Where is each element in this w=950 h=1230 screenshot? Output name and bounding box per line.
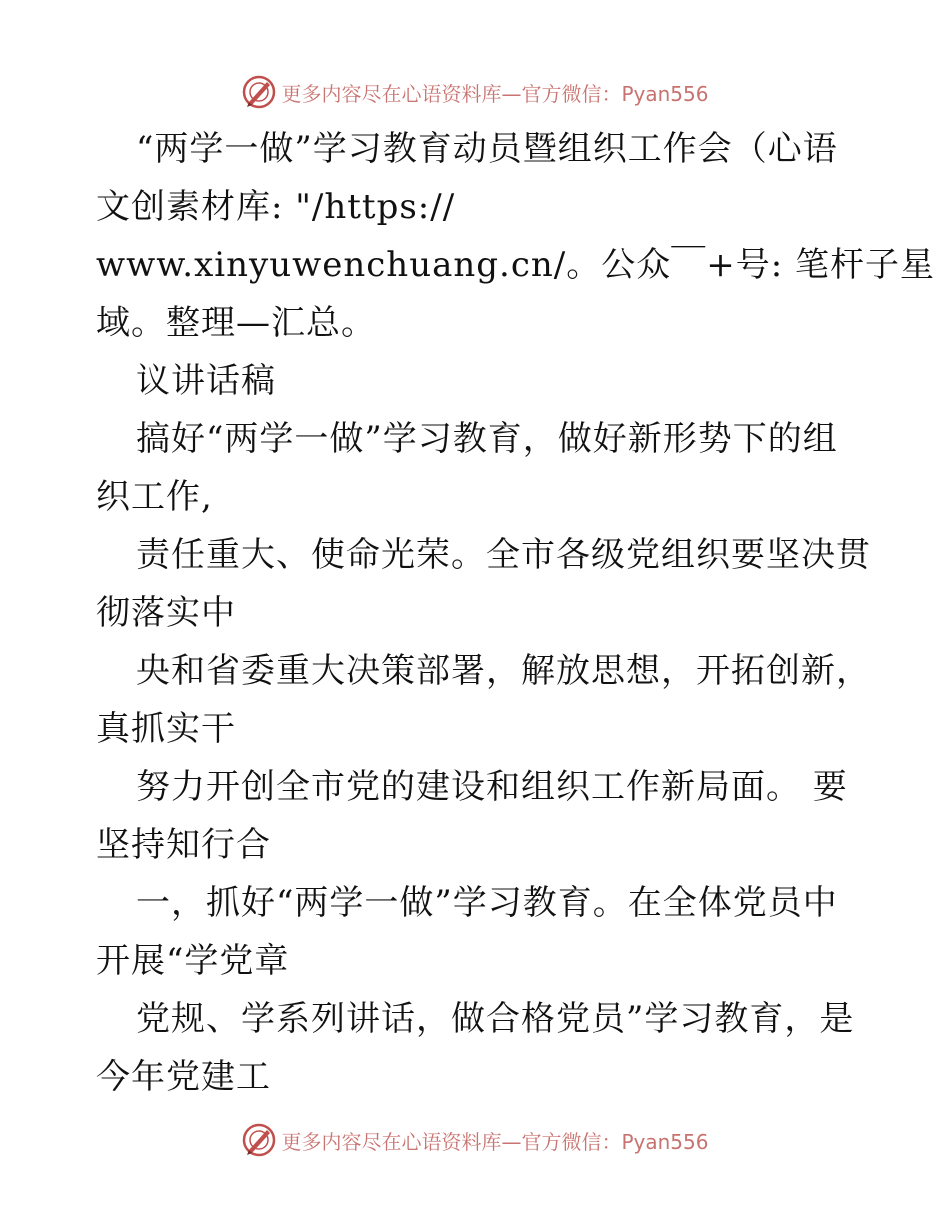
text-line: 搞好“两学一做”学习教育，做好新形势下的组 [136,419,838,459]
text-line: 真抓实干 [96,709,236,749]
text-line: 今年党建工 [96,1057,271,1097]
text-line: “两学一做”学习教育动员暨组织工作会（心语 [136,129,838,169]
text-line: 央和省委重大决策部署，解放思想，开拓创新， [136,651,871,691]
pen-logo-icon [241,74,277,110]
header-watermark [0,72,950,112]
watermark-text: 更多内容尽在心语资料库—官方微信：Pyan556 [281,81,709,106]
text-line: 开展“学党章 [96,941,290,981]
footer-watermark [0,1120,950,1160]
text-line: 彻落实中 [96,593,236,633]
text-line: 坚持知行合 [96,825,271,865]
text-line: 努力开创全市党的建设和组织工作新局面。 要 [136,767,848,807]
text-line: 织工作, [96,477,213,517]
text-line: 责任重大、使命光荣。全市各级党组织要坚决贯 [136,535,871,575]
document-body [96,120,935,1106]
pen-logo-icon [241,1122,277,1158]
text-line: 文创素材库: "/https:// [96,187,456,227]
text-line: 域。整理—汇总。 [96,303,376,343]
watermark-text: 更多内容尽在心语资料库—官方微信：Pyan556 [281,1129,709,1154]
text-line: 党规、学系列讲话，做合格党员”学习教育，是 [136,999,855,1039]
text-line: 议讲话稿 [136,361,276,401]
text-line: 一，抓好“两学一做”学习教育。在全体党员中 [136,883,838,923]
text-line: www.xinyuwenchuang.cn/。公众￣+号: 笔杆子星 [96,245,935,285]
